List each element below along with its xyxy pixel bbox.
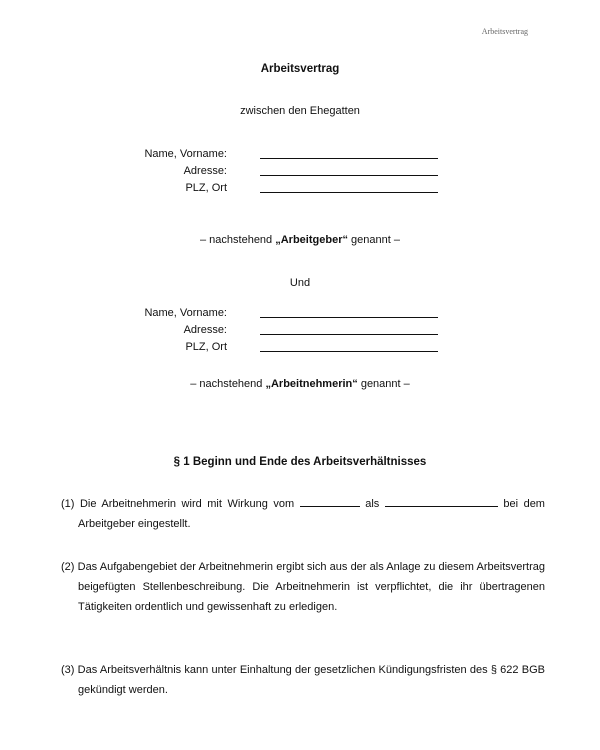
- employer-address-label: Adresse:: [183, 165, 227, 177]
- employer-name-blank[interactable]: [260, 158, 438, 159]
- employer-role: „Arbeitgeber“: [275, 234, 348, 246]
- employer-address-row: [0, 165, 600, 179]
- and-text: Und: [289, 277, 311, 289]
- employee-name-row: [0, 307, 600, 321]
- designation-prefix: – nachstehend: [200, 234, 276, 246]
- paragraph-2: (2) Das Aufgabengebiet der Arbeitnehmerin ergibt sich aus der als Anlage zu diesem Arbeitsvertrag beigefügten Stellenbeschreibung. Die Arbeitnehmerin ist verpflichtet, die ihr übertragenen Tätigkeiten ordentlich und gewissenhaft zu erledigen.: [61, 561, 545, 613]
- between-spouses-text: zwischen den Ehegatten: [240, 105, 360, 117]
- paragraph-1-text-a: (1) Die Arbeitnehmerin wird mit Wirkung vom: [61, 498, 300, 510]
- employee-address-row: [0, 324, 600, 338]
- designation-suffix: genannt –: [357, 378, 410, 390]
- employee-zip-city-blank[interactable]: [260, 351, 438, 352]
- employer-zip-city-label: PLZ, Ort: [185, 182, 227, 194]
- designation-suffix: genannt –: [347, 234, 400, 246]
- running-header: Arbeitsvertrag: [481, 27, 528, 36]
- start-date-blank[interactable]: [300, 496, 360, 507]
- position-blank[interactable]: [385, 496, 498, 507]
- employee-role: „Arbeitnehmerin“: [265, 378, 358, 390]
- employee-address-blank[interactable]: [260, 334, 438, 335]
- designation-prefix: – nachstehend: [190, 378, 266, 390]
- employee-zip-city-row: [0, 341, 600, 355]
- employer-address-blank[interactable]: [260, 175, 438, 176]
- employee-address-label: Adresse:: [183, 324, 227, 336]
- employer-designation: [0, 234, 600, 246]
- employer-name-label: Name, Vorname:: [144, 148, 227, 160]
- paragraph-3: (3) Das Arbeitsverhältnis kann unter Einhaltung der gesetzlichen Kündigungsfristen des § 622 BGB gekündigt werden.: [61, 664, 545, 696]
- employer-name-row: [0, 148, 600, 162]
- section-1-heading: § 1 Beginn und Ende des Arbeitsverhältnisses: [173, 456, 427, 468]
- employee-zip-city-label: PLZ, Ort: [185, 341, 227, 353]
- employee-name-label: Name, Vorname:: [144, 307, 227, 319]
- employer-zip-city-blank[interactable]: [260, 192, 438, 193]
- paragraph-1: [61, 494, 545, 534]
- employee-name-blank[interactable]: [260, 317, 438, 318]
- employer-zip-city-row: [0, 182, 600, 196]
- paragraph-1-text-c: bei dem Arbeitgeber eingestellt.: [78, 498, 545, 530]
- employee-designation: [0, 378, 600, 390]
- document-title: Arbeitsvertrag: [260, 63, 340, 75]
- paragraph-1-text-b: als: [359, 498, 385, 510]
